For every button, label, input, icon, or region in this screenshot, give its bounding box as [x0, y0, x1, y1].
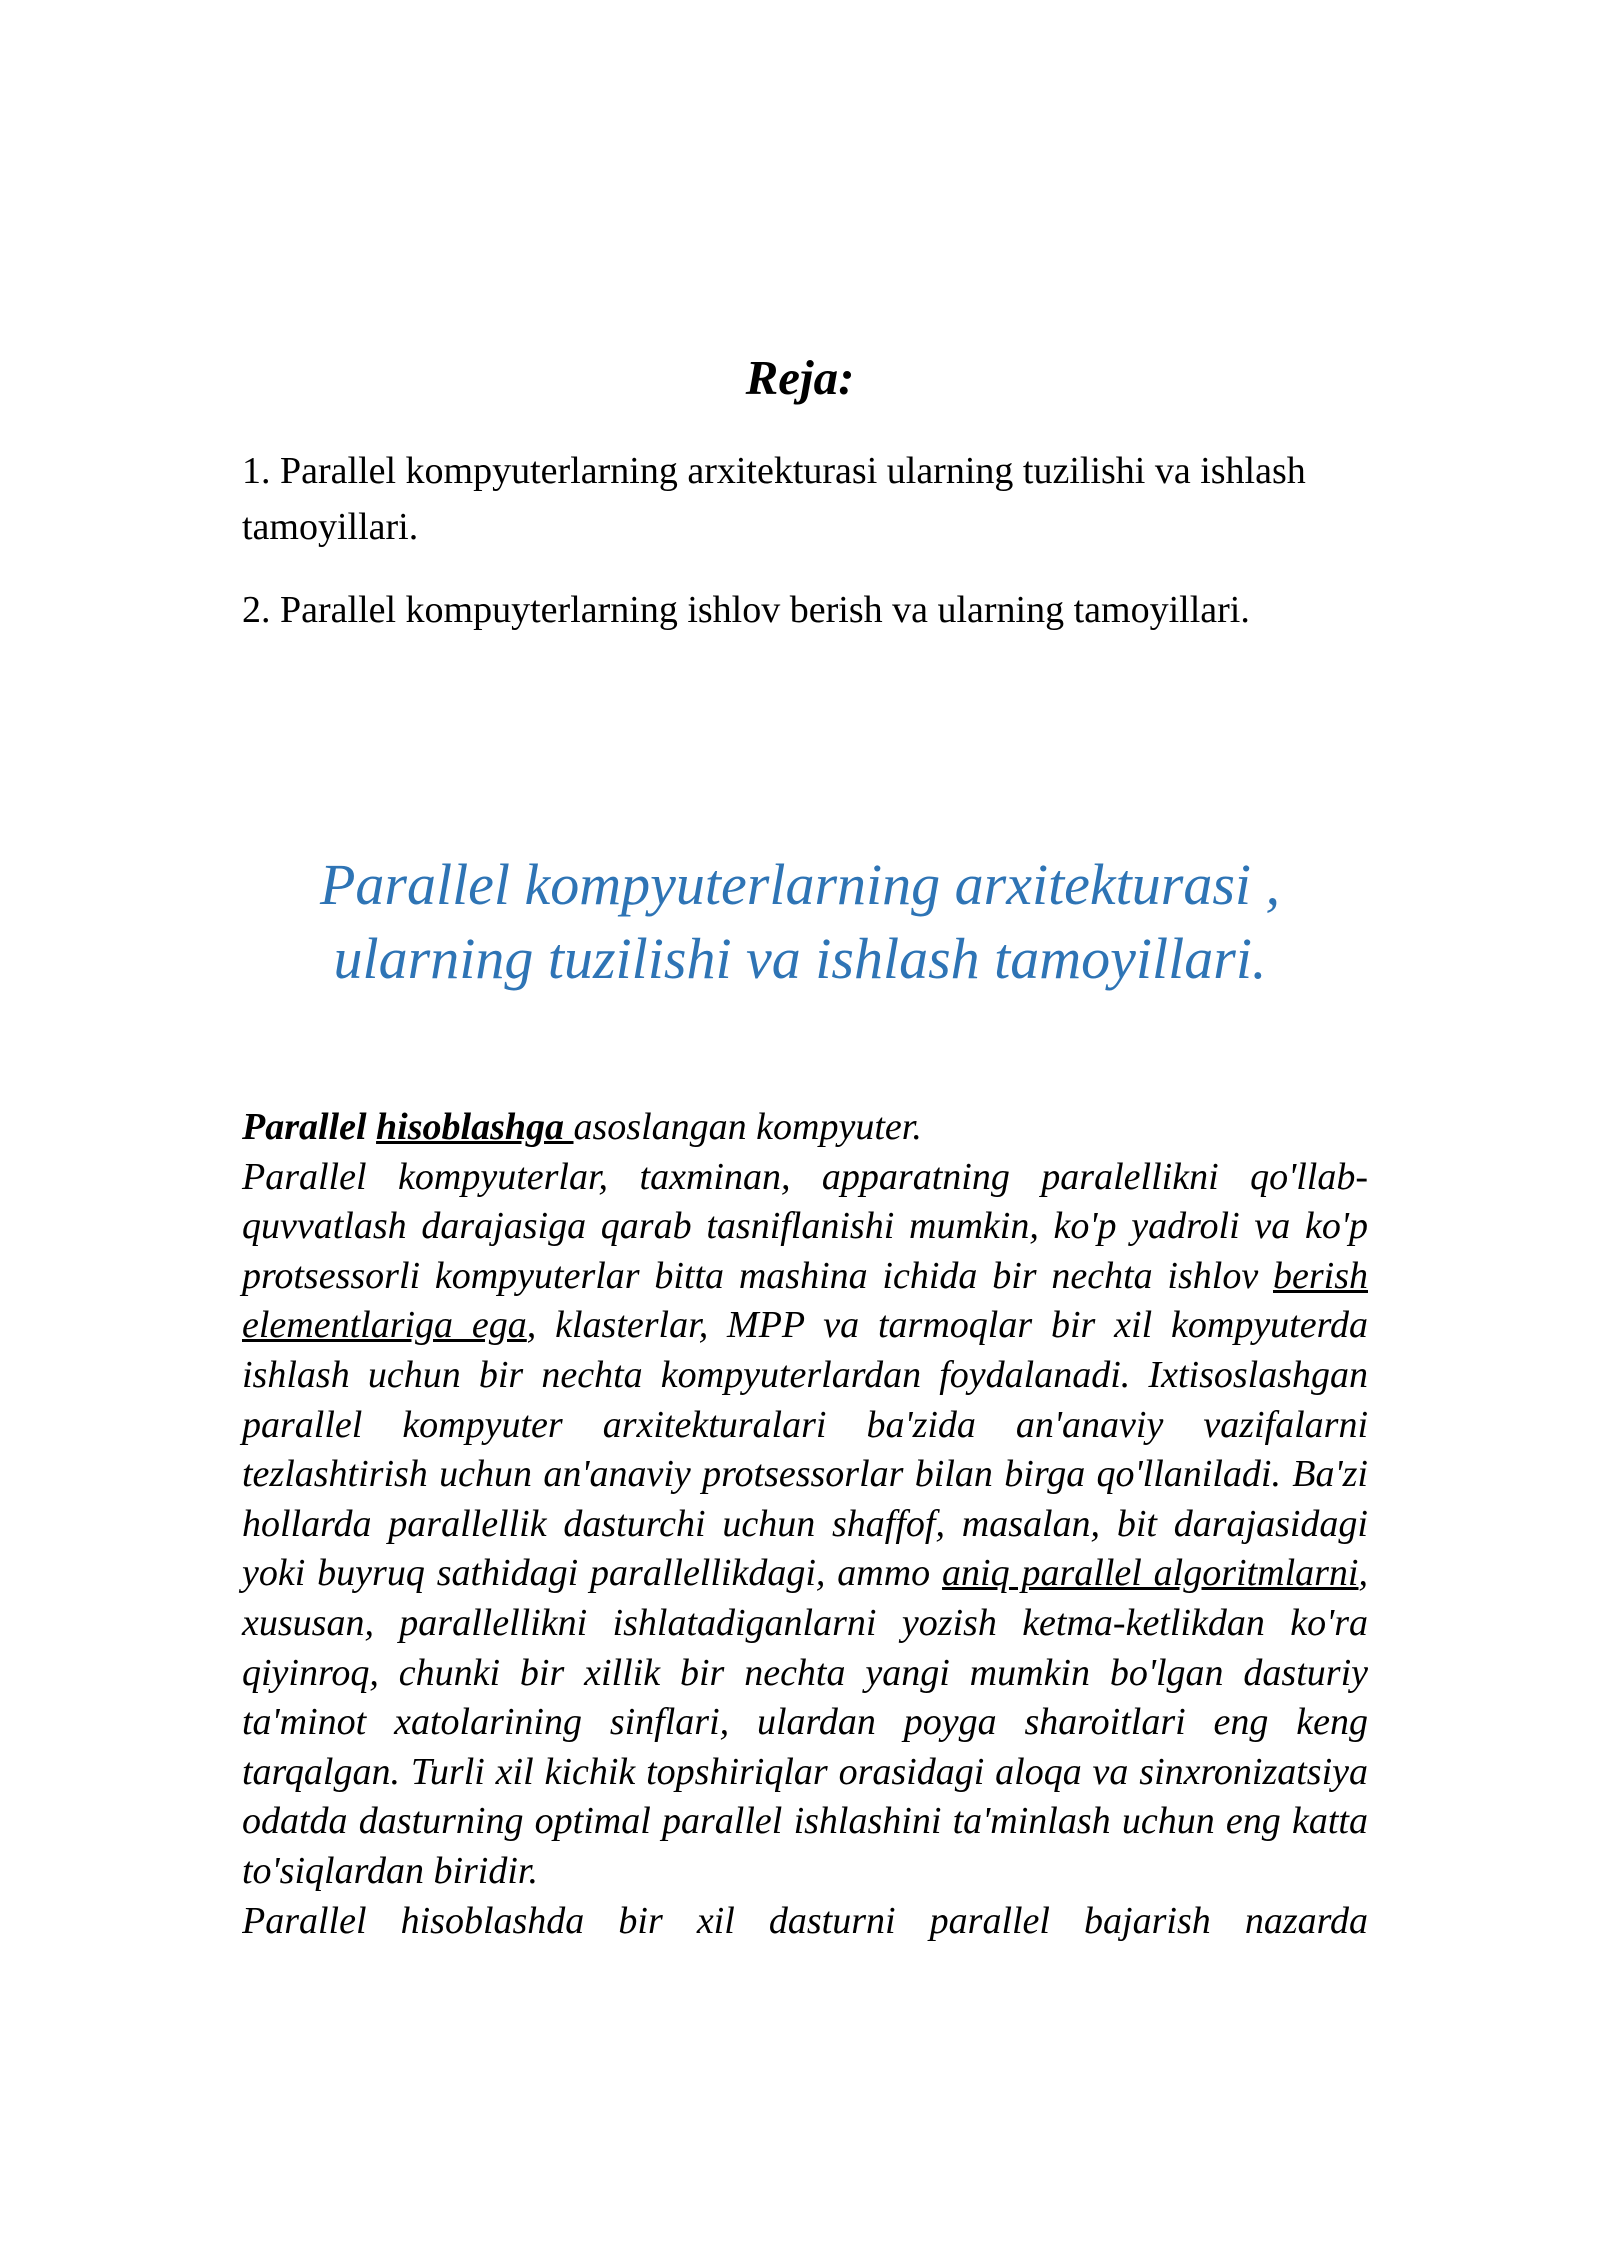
plan-item-1: 1. Parallel kompyuterlarning arxitekturasi ularning tuzilishi va ishlash tamoyillari. [242, 450, 1306, 548]
section-heading [160, 848, 1440, 996]
paragraph-2: Parallel hisoblashda bir xil dasturni parallel bajarish nazarda [242, 1899, 1368, 1942]
paragraph-1-text-a: Parallel kompyuterlar, taxminan, apparatning paralellikni qo'llab-quvvatlash darajasiga qarab tasniflanishi mumkin, ko'p yadroli va ko'p protsessorli kompyuterlar bitta mashina ichida bir nechta ishlov [242, 1155, 1368, 1297]
link-parallel-algorithms[interactable]: aniq parallel algoritmlarni [942, 1552, 1359, 1595]
paragraph-1-text-c: , xususan, parallellikni ishlatadiganlarni yozish ketma-ketlikdan ko'ra qiyinroq, chunki bir xillik bir nechta yangi mumkin bo'lgan dasturiy ta'minot xatolarining sinflari, ulardan poyga sharoitlari eng keng tarqalgan. Turli xil kichik topshiriqlar orasidagi aloqa va sinxronizatsiya odatda dasturning optimal parallel ishlashini ta'minlash uchun eng katta to'siqlardan biridir. [242, 1552, 1368, 1892]
intro-bold-word: Parallel [242, 1106, 367, 1148]
paragraph-1 [242, 1153, 1368, 1897]
intro-bold-link[interactable]: hisoblashga [376, 1106, 574, 1148]
section-heading-line-2: ularning tuzilishi va ishlash tamoyillari. [333, 926, 1267, 991]
section-heading-line-1: Parallel kompyuterlarning arxitekturasi , [319, 852, 1281, 917]
plan-title: Reja: [745, 350, 855, 405]
intro-line [242, 1103, 1368, 1153]
intro-rest: asoslangan kompyuter. [573, 1106, 922, 1148]
plan-item-2: 2. Parallel kompuyterlarning ishlov berish va ularning tamoyillari. [242, 589, 1250, 631]
link-processing-elements[interactable]: berish elementlariga ega [242, 1254, 1368, 1347]
paragraph-1-text-b: , klasterlar, MPP va tarmoqlar bir xil kompyuterda ishlash uchun bir nechta kompyuterlardan foydalanadi. Ixtisoslashgan parallel kompyuter arxitekturalari ba'zida an'anaviy vazifalarni tezlashtirish uchun an'anaviy protsessorlar bilan birga qo'llaniladi. Ba'zi hollarda parallellik dasturchi uchun shaffof, masalan, bit darajasidagi yoki buyruq sathidagi parallellikdagi, ammo [242, 1304, 1368, 1595]
body-text [242, 1103, 1368, 1946]
